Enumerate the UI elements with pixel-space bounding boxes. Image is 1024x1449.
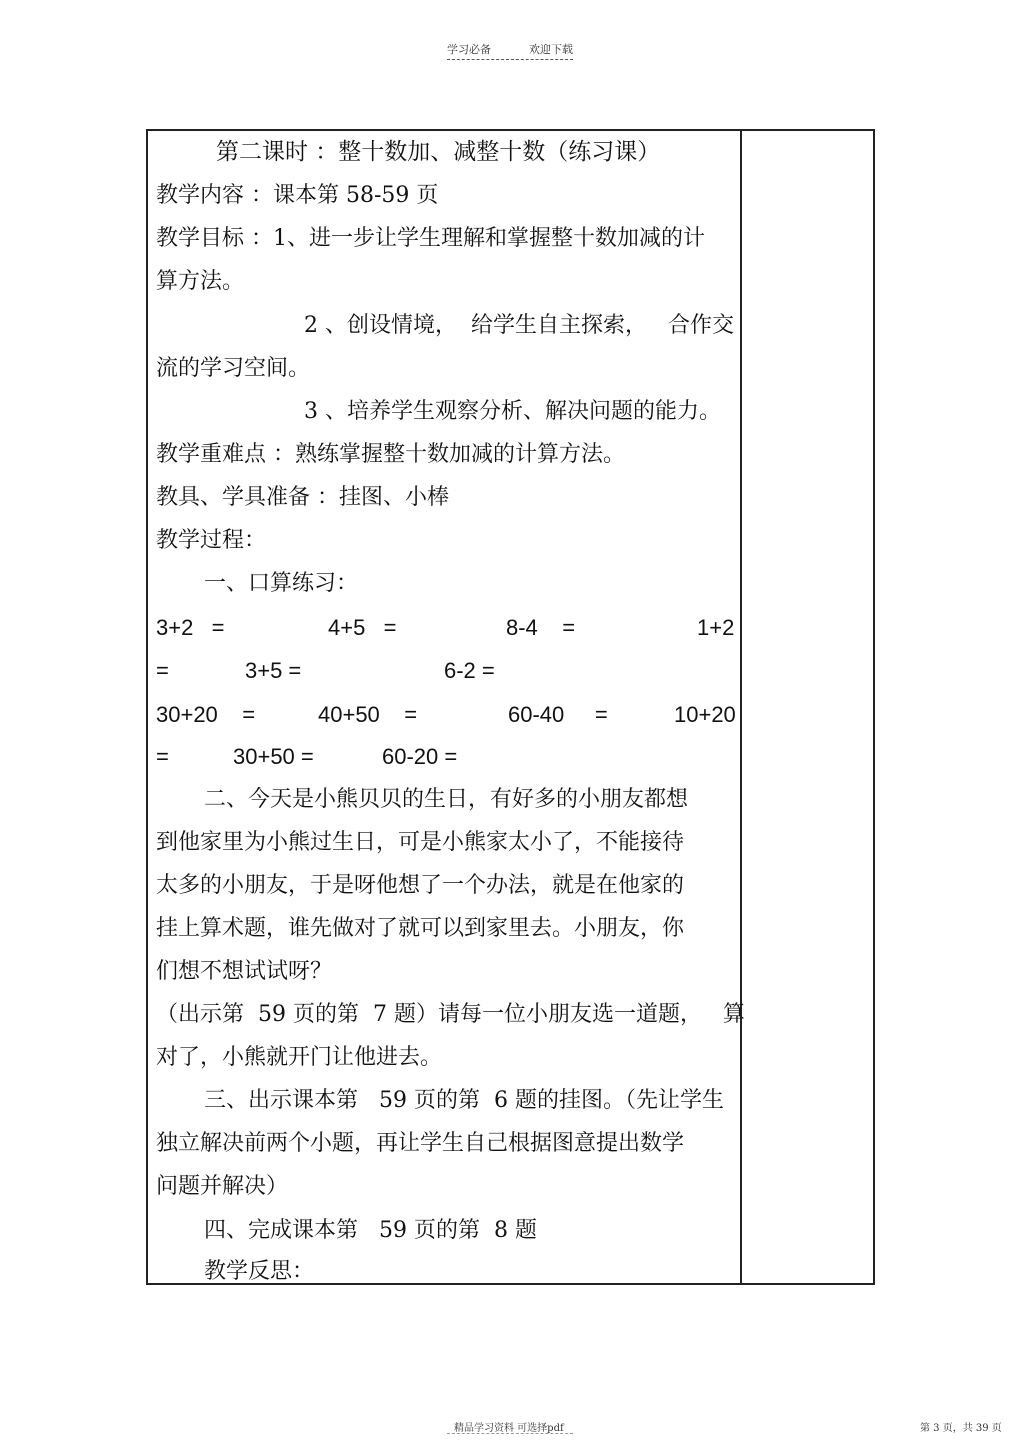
- section-3-line-1: 三、出示课本第 59 页的第 6 题的挂图。（先让学生: [204, 1088, 724, 1113]
- teaching-tools: 教具、学具准备 ：挂图、小棒: [156, 485, 449, 510]
- oral-calc-10-equals: =: [156, 744, 169, 769]
- lesson-title: 第二课时 ：整十数加、减整十数（练习课）: [216, 139, 661, 165]
- goal-1-line-2: 算方法。: [156, 269, 245, 294]
- footer-divider: [447, 1433, 573, 1434]
- goal-2-line-1: 2 、创设情境， 给学生自主探索， 合作交: [304, 313, 734, 338]
- oral-calc-1: 3+2 =: [156, 615, 225, 640]
- oral-calc-3: 8-4 =: [506, 615, 576, 640]
- oral-calc-12: 60-20 =: [382, 744, 458, 769]
- header-divider: [447, 59, 573, 60]
- section-2-task-line-1: （出示第 59 页的第 7 题）请每一位小朋友选一道题， 算: [156, 1002, 745, 1027]
- oral-calc-11: 30+50 =: [233, 744, 314, 769]
- oral-calc-6: 6-2 =: [444, 658, 495, 683]
- section-3-line-3: 问题并解决）: [156, 1174, 289, 1199]
- section-2-line-4: 挂上算术题，谁先做对了就可以到家里去。小朋友，你: [156, 916, 685, 941]
- header-right: 欢迎下载: [529, 43, 573, 56]
- goal-2-line-2: 流的学习空间。: [156, 356, 311, 381]
- teaching-reflection: 教学反思：: [204, 1259, 315, 1284]
- page-header: [447, 41, 573, 57]
- header-left: 学习必备: [447, 43, 491, 56]
- footer-left: 精品学习资料 可选择pdf: [454, 1423, 564, 1434]
- page-number: 第 3 页，共 39 页: [920, 1423, 1002, 1434]
- section-4: 四、完成课本第 59 页的第 8 题: [204, 1218, 537, 1243]
- teaching-content: 教学内容 ：课本第 58-59 页: [156, 183, 439, 208]
- section-2-line-3: 太多的小朋友，于是呀他想了一个办法，就是在他家的: [156, 873, 685, 898]
- table-column-divider: [740, 129, 742, 1285]
- oral-calc-9: 60-40 =: [508, 702, 608, 727]
- section-2-task-line-2: 对了，小熊就开门让他进去。: [156, 1045, 443, 1070]
- goal-1-line-1: 教学目标 ：1、进一步让学生理解和掌握整十数加减的计: [156, 226, 705, 251]
- teaching-process: 教学过程：: [156, 528, 267, 553]
- section-2-line-5: 们想不想试试呀？: [156, 959, 333, 984]
- teaching-difficulty: 教学重难点 ：熟练掌握整十数加减的计算方法。: [156, 442, 625, 467]
- oral-calc-7: 30+20 =: [156, 702, 256, 727]
- oral-calc-5: 3+5 =: [245, 658, 302, 683]
- section-2-line-1: 二、今天是小熊贝贝的生日，有好多的小朋友都想: [204, 787, 689, 812]
- section-3-line-2: 独立解决前两个小题，再让学生自己根据图意提出数学: [156, 1131, 685, 1156]
- section-1-heading: 一、口算练习：: [204, 571, 359, 596]
- oral-calc-8: 40+50 =: [318, 702, 418, 727]
- oral-calc-10: 10+20: [674, 702, 736, 727]
- oral-calc-2: 4+5 =: [328, 615, 397, 640]
- oral-calc-4-equals: =: [156, 658, 169, 683]
- goal-3: 3 、培养学生观察分析、解决问题的能力。: [304, 399, 721, 424]
- oral-calc-4: 1+2: [697, 615, 735, 640]
- section-2-line-2: 到他家里为小熊过生日，可是小熊家太小了，不能接待: [156, 830, 685, 855]
